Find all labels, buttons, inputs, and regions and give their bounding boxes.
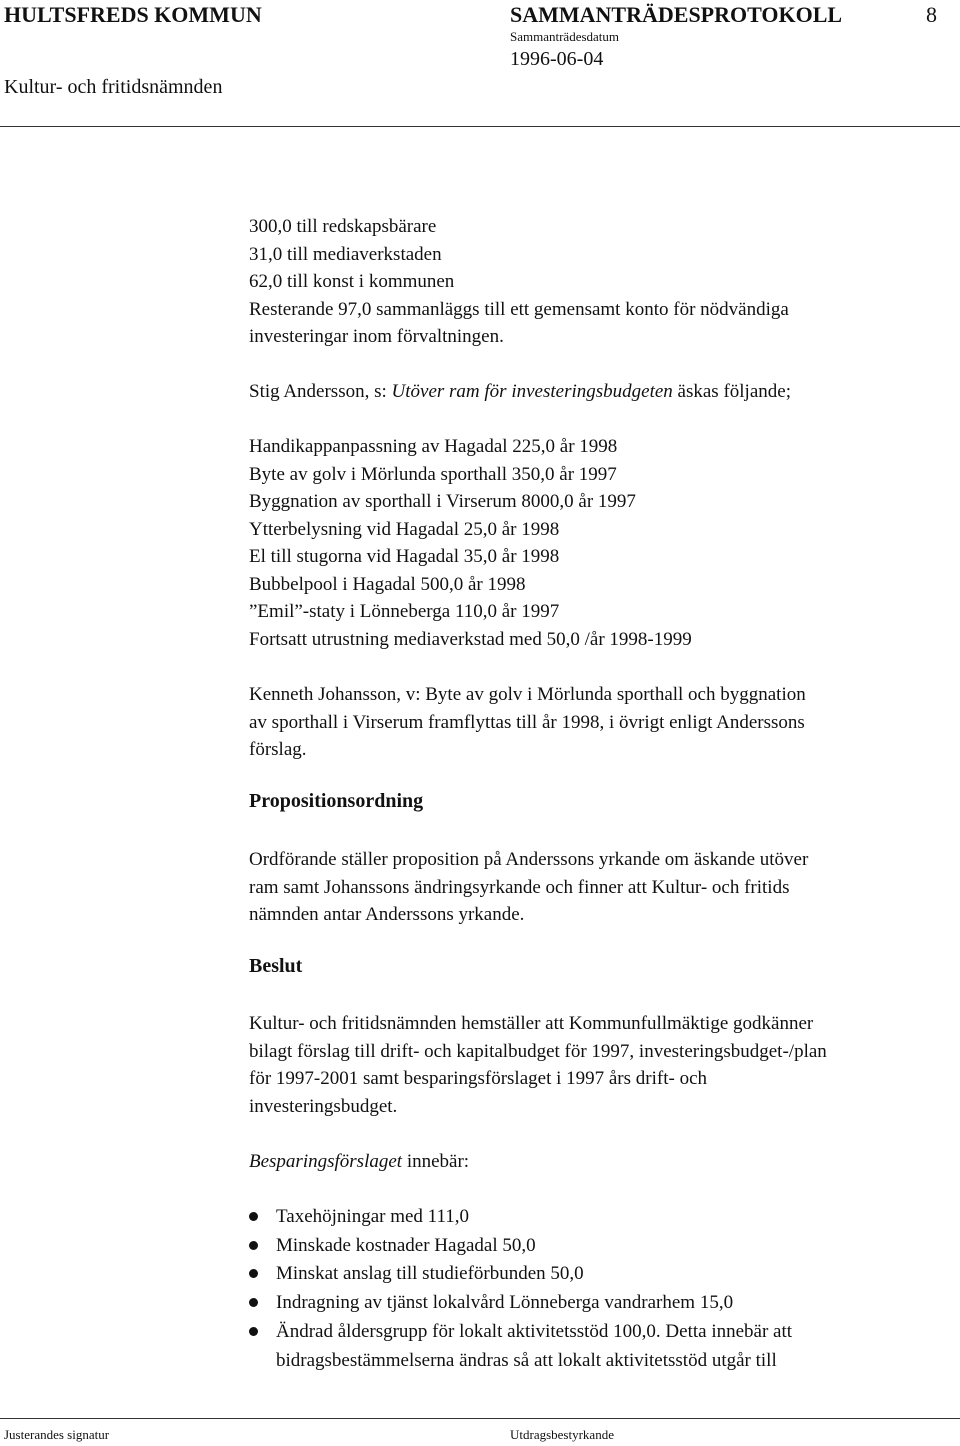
beslut-line: investeringsbudget. xyxy=(249,1095,398,1117)
intro-paragraph xyxy=(249,213,789,351)
bullet-icon xyxy=(249,1241,258,1250)
list-item: Ändrad åldersgrupp för lokalt aktivitetsstöd 100,0. Detta innebär att xyxy=(249,1318,792,1347)
proposition-line: ram samt Johanssons ändringsyrkande och finner att Kultur- och fritids xyxy=(249,876,790,898)
kenneth-line: av sporthall i Virserum framflyttas till år 1998, i övrigt enligt Anderssons xyxy=(249,711,805,733)
page-number: 8 xyxy=(926,2,937,27)
investment-item: Handikappanpassning av Hagadal 225,0 år 1998 xyxy=(249,436,618,457)
bullet-icon xyxy=(249,1269,258,1278)
municipality-name: HULTSFREDS KOMMUN xyxy=(4,2,262,27)
investment-item: Fortsatt utrustning mediaverkstad med 50,0 /år 1998-1999 xyxy=(249,628,692,650)
beslut-paragraph xyxy=(249,1010,827,1120)
stig-andersson-statement xyxy=(249,378,791,406)
investment-item: ”Emil”-staty i Lönneberga 110,0 år 1997 xyxy=(249,601,560,622)
intro-line: 31,0 till mediaverkstaden xyxy=(249,243,442,265)
stig-suffix: äskas följande; xyxy=(672,381,791,402)
kenneth-line: förslag. xyxy=(249,739,307,760)
bullet-icon xyxy=(249,1298,258,1307)
investment-list xyxy=(249,433,692,653)
besparing-italic: Besparingsförslaget xyxy=(249,1151,403,1172)
investment-item: El till stugorna vid Hagadal 35,0 år 1998 xyxy=(249,546,560,567)
list-item: Taxehöjningar med 111,0 xyxy=(249,1203,792,1232)
proposition-line: nämnden antar Anderssons yrkande. xyxy=(249,904,525,925)
besparing-intro xyxy=(249,1148,469,1176)
bullet-icon xyxy=(249,1212,258,1221)
investment-item: Byte av golv i Mörlunda sporthall 350,0 år 1997 xyxy=(249,463,617,485)
footer-signature-label: Justerandes signatur xyxy=(4,1427,110,1442)
intro-line: investeringar inom förvaltningen. xyxy=(249,326,504,347)
list-item: Minskade kostnader Hagadal 50,0 xyxy=(249,1232,792,1261)
beslut-line: för 1997-2001 samt besparingsförslaget i 1997 års drift- och xyxy=(249,1068,708,1089)
header-rule xyxy=(0,126,960,127)
committee-name: Kultur- och fritidsnämnden xyxy=(4,76,223,98)
intro-line: Resterande 97,0 sammanläggs till ett gemensamt konto för nödvändiga xyxy=(249,298,789,320)
footer-rule xyxy=(0,1418,960,1419)
list-item: Minskat anslag till studieförbunden 50,0 xyxy=(249,1260,792,1289)
beslut-heading: Beslut xyxy=(249,955,303,977)
besparing-suffix: innebär: xyxy=(402,1151,470,1172)
intro-line: 300,0 till redskapsbärare xyxy=(249,216,437,237)
intro-line: 62,0 till konst i kommunen xyxy=(249,271,455,292)
beslut-line: Kultur- och fritidsnämnden hemställer att Kommunfullmäktige godkänner xyxy=(249,1013,814,1034)
list-item: Indragning av tjänst lokalvård Lönneberga vandrarhem 15,0 xyxy=(249,1289,792,1318)
document-type: SAMMANTRÄDESPROTOKOLL xyxy=(510,2,843,27)
stig-italic: Utöver ram för investeringsbudgeten xyxy=(391,381,673,402)
date-label: Sammanträdesdatum xyxy=(510,29,620,44)
meeting-date: 1996-06-04 xyxy=(510,48,604,70)
bullet-icon xyxy=(249,1327,258,1336)
proposition-paragraph xyxy=(249,846,808,929)
investment-item: Bubbelpool i Hagadal 500,0 år 1998 xyxy=(249,573,526,595)
proposition-line: Ordförande ställer proposition på Anderssons yrkande om äskande utöver xyxy=(249,849,809,870)
list-item-continuation: bidragsbestämmelserna ändras så att lokalt aktivitetsstöd utgår till xyxy=(276,1349,777,1371)
beslut-line: bilagt förslag till drift- och kapitalbudget för 1997, investeringsbudget-/plan xyxy=(249,1040,827,1062)
proposition-heading: Propositionsordning xyxy=(249,790,424,812)
stig-prefix: Stig Andersson, s: xyxy=(249,381,392,402)
footer-certification-label: Utdragsbestyrkande xyxy=(510,1427,614,1442)
kenneth-line: Kenneth Johansson, v: Byte av golv i Mörlunda sporthall och byggnation xyxy=(249,684,806,705)
savings-list xyxy=(249,1203,792,1375)
kenneth-johansson-statement xyxy=(249,681,806,764)
investment-item: Byggnation av sporthall i Virserum 8000,0 år 1997 xyxy=(249,491,636,512)
investment-item: Ytterbelysning vid Hagadal 25,0 år 1998 xyxy=(249,518,560,540)
